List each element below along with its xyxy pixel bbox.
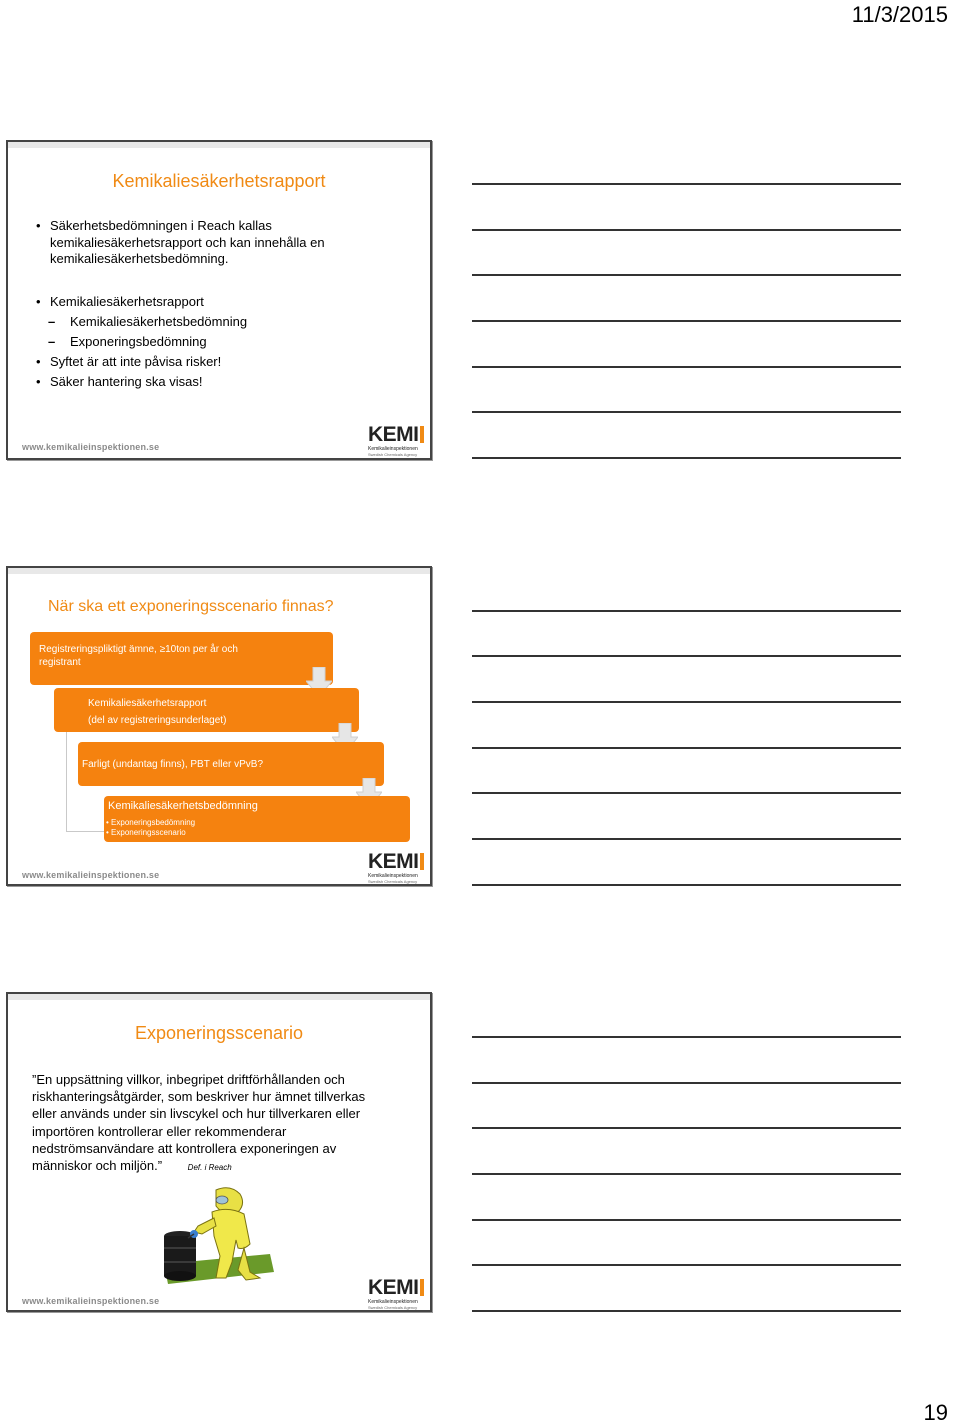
note-line bbox=[472, 183, 901, 185]
flow-text: registrant bbox=[39, 657, 81, 668]
quote-line: importören kontrollerar eller rekommenderar bbox=[32, 1123, 287, 1139]
flow-text: Kemikaliesäkerhetsrapport bbox=[88, 698, 207, 709]
bullet-item: • Säker hantering ska visas! bbox=[34, 372, 424, 392]
logo-line-1: Kemikalieinspektionen bbox=[368, 1299, 418, 1305]
quote-line: ”En uppsättning villkor, inbegripet driftförhållanden och bbox=[32, 1072, 345, 1087]
note-line bbox=[472, 1036, 901, 1038]
hazmat-worker-illustration bbox=[158, 1184, 278, 1286]
slide-3-title: Exponeringsscenario bbox=[134, 1023, 304, 1043]
note-line bbox=[472, 366, 901, 368]
bullet-line: • Säkerhetsbedömningen i Reach kallas bbox=[50, 218, 272, 233]
note-line bbox=[472, 1219, 901, 1221]
logo-line-2: Swedish Chemicals Agency bbox=[368, 452, 418, 457]
slide-1-title: Kemikaliesäkerhetsrapport bbox=[112, 171, 326, 191]
note-line bbox=[472, 792, 901, 794]
note-line bbox=[472, 1264, 901, 1266]
slide-2 bbox=[6, 566, 432, 886]
flow-text: (del av registreringsunderlaget) bbox=[88, 715, 227, 726]
bullet-item: • Kemikaliesäkerhetsrapport bbox=[34, 292, 424, 312]
definition-quote bbox=[32, 1071, 422, 1176]
note-line bbox=[472, 229, 901, 231]
sub-bullet-item: – Kemikaliesäkerhetsbedömning bbox=[34, 312, 424, 332]
note-line bbox=[472, 320, 901, 322]
note-line bbox=[472, 1310, 901, 1312]
slide-1 bbox=[6, 140, 432, 460]
logo-bar bbox=[420, 1279, 424, 1296]
page-number: 19 bbox=[923, 1400, 948, 1425]
quote-line: nedströmsanvändare att kontrollera exponeringen av bbox=[32, 1140, 337, 1156]
kemi-logo bbox=[368, 851, 428, 883]
note-line bbox=[472, 1173, 901, 1175]
note-line bbox=[472, 457, 901, 459]
flow-box-3 bbox=[78, 742, 384, 786]
footer-url: www.kemikalieinspektionen.se bbox=[22, 442, 160, 452]
logo-word: KEMI bbox=[368, 423, 419, 446]
note-line bbox=[472, 747, 901, 749]
note-line bbox=[472, 838, 901, 840]
logo-word: KEMI bbox=[368, 1276, 419, 1299]
slide-top-bar bbox=[8, 142, 430, 148]
flow-text: Registreringspliktigt ämne, ≥10ton per år och bbox=[39, 644, 238, 655]
logo-bar bbox=[420, 426, 424, 443]
bullet-line: kemikaliesäkerhetsbedömning. bbox=[50, 251, 229, 266]
logo-line-2: Swedish Chemicals Agency bbox=[368, 1305, 418, 1310]
kemi-logo bbox=[368, 1277, 428, 1309]
flow-text: Kemikaliesäkerhetsbedömning bbox=[108, 800, 258, 812]
quote-line: människor och miljön.” bbox=[32, 1158, 163, 1174]
connector-line bbox=[66, 831, 106, 832]
slide-1-body bbox=[34, 218, 424, 392]
flow-sub-list bbox=[106, 818, 195, 838]
bullet-item: • Syftet är att inte påvisa risker! bbox=[34, 352, 424, 372]
note-line bbox=[472, 610, 901, 612]
logo-line-1: Kemikalieinspektionen bbox=[368, 446, 418, 452]
print-date: 11/3/2015 bbox=[851, 2, 948, 27]
footer-url: www.kemikalieinspektionen.se bbox=[22, 1296, 160, 1306]
quote-source: Def. i Reach bbox=[187, 1163, 232, 1173]
flow-box-4 bbox=[104, 796, 410, 842]
quote-line: riskhanteringsåtgärder, som beskriver hur ämnet tillverkas bbox=[32, 1089, 366, 1105]
flow-sub-item: • Exponeringsbedömning bbox=[106, 818, 196, 827]
slide-3 bbox=[6, 992, 432, 1312]
quote-line: eller används under sin livscykel och hur tillverkaren eller bbox=[32, 1106, 361, 1122]
flow-box-1 bbox=[30, 632, 333, 685]
flow-box-2 bbox=[54, 688, 359, 732]
logo-line-1: Kemikalieinspektionen bbox=[368, 873, 418, 879]
slide-top-bar bbox=[8, 994, 430, 1000]
bullet-line: kemikaliesäkerhetsrapport och kan innehålla en bbox=[50, 234, 325, 250]
kemi-logo bbox=[368, 424, 428, 456]
slide-2-title: När ska ett exponeringsscenario finnas? bbox=[48, 598, 334, 615]
logo-word: KEMI bbox=[368, 850, 419, 873]
flow-text: Farligt (undantag finns), PBT eller vPvB? bbox=[82, 759, 264, 770]
flow-sub-item: • Exponeringsscenario bbox=[106, 828, 186, 837]
note-line bbox=[472, 411, 901, 413]
sub-bullet-item: – Exponeringsbedömning bbox=[34, 332, 424, 352]
logo-bar bbox=[420, 853, 424, 870]
note-line bbox=[472, 701, 901, 703]
note-line bbox=[472, 1082, 901, 1084]
note-line bbox=[472, 884, 901, 886]
connector-line bbox=[66, 732, 67, 832]
slide-top-bar bbox=[8, 568, 430, 574]
logo-line-2: Swedish Chemicals Agency bbox=[368, 879, 418, 884]
bullet-item bbox=[34, 218, 424, 268]
note-line bbox=[472, 655, 901, 657]
note-line bbox=[472, 1127, 901, 1129]
footer-url: www.kemikalieinspektionen.se bbox=[22, 870, 160, 880]
note-line bbox=[472, 274, 901, 276]
quote-last-line bbox=[32, 1157, 422, 1176]
